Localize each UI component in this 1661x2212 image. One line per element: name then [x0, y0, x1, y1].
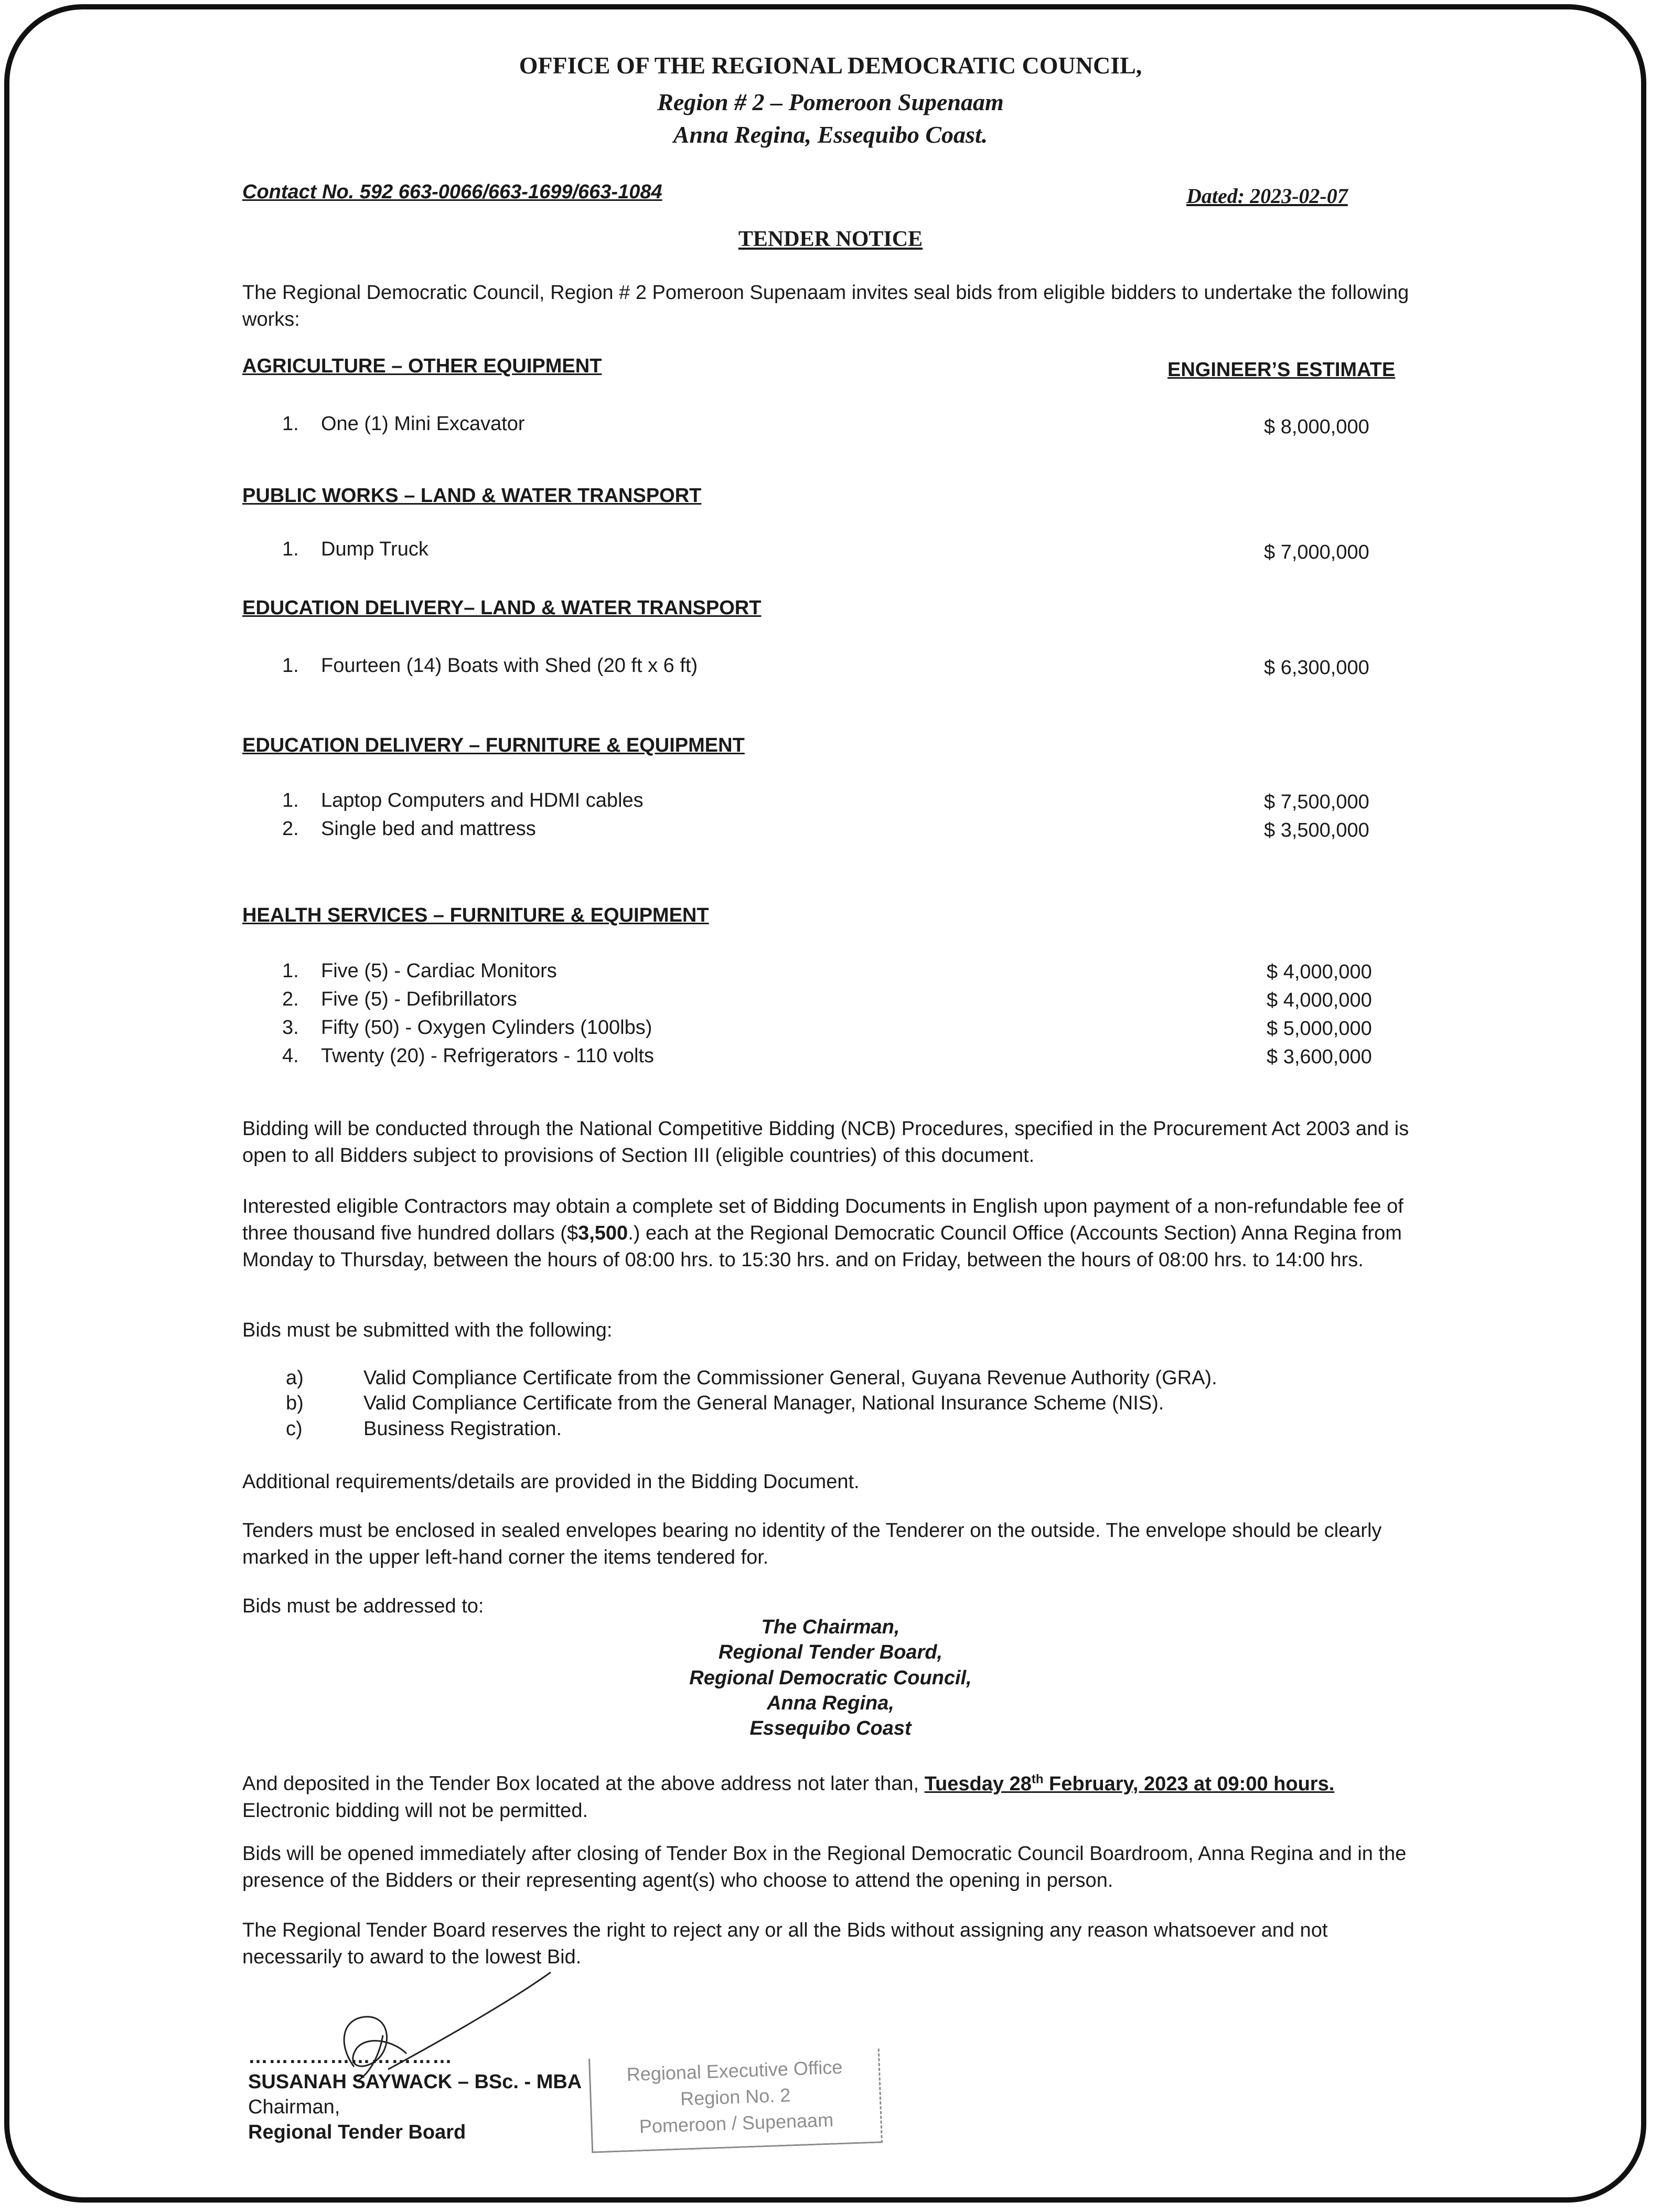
deposit-text-after: Electronic bidding will not be permitted.	[242, 1799, 588, 1822]
deposit-paragraph	[242, 1766, 1417, 1824]
signatory-role: Chairman,	[248, 2096, 340, 2118]
reserve-paragraph: The Regional Tender Board reserves the right to reject any or all the Bids without assigning any reason whatsoever and not necessarily to award to the lowest Bid.	[242, 1919, 1328, 1968]
section-title: AGRICULTURE – OTHER EQUIPMENT	[242, 355, 602, 377]
section-title: PUBLIC WORKS – LAND & WATER TRANSPORT	[242, 485, 702, 507]
stamp-line: Region No. 2	[680, 2084, 791, 2110]
signatory-board: Regional Tender Board	[248, 2121, 466, 2143]
requirement-text: Business Registration.	[363, 1418, 562, 1440]
deadline	[925, 1773, 1335, 1795]
item-name: Single bed and mattress	[321, 818, 536, 840]
deadline-rest: February, 2023 at 09:00 hours.	[1043, 1772, 1335, 1795]
item-number: 2.	[282, 988, 299, 1010]
stamp-line: Regional Executive Office	[626, 2056, 843, 2086]
item-name: Five (5) - Cardiac Monitors	[321, 960, 557, 982]
additional-paragraph: Additional requirements/details are provided in the Bidding Document.	[242, 1471, 860, 1493]
item-name: Laptop Computers and HDMI cables	[321, 789, 644, 811]
requirement-label: b)	[286, 1392, 304, 1414]
address-line: Regional Tender Board,	[718, 1641, 943, 1663]
region-title: Region # 2 – Pomeroon Supenaam	[657, 89, 1004, 115]
item-number: 4.	[282, 1045, 299, 1067]
item-name: Fifty (50) - Oxygen Cylinders (100lbs)	[321, 1017, 652, 1039]
requirement-label: a)	[286, 1367, 304, 1389]
requirement-text: Valid Compliance Certificate from the Commissioner General, Guyana Revenue Authority (GRA).	[363, 1367, 1217, 1389]
item-estimate: $ 4,000,000	[1267, 961, 1372, 983]
deposit-text-before: And deposited in the Tender Box located at the above address not later than,	[242, 1772, 925, 1795]
item-number: 1.	[282, 960, 299, 982]
section-title: HEALTH SERVICES – FURNITURE & EQUIPMENT	[242, 904, 709, 926]
item-estimate: $ 5,000,000	[1267, 1018, 1372, 1040]
item-number: 1.	[282, 413, 299, 435]
item-estimate: $ 3,500,000	[1264, 819, 1369, 841]
item-estimate: $ 4,000,000	[1267, 989, 1372, 1011]
address-line: The Chairman,	[761, 1616, 900, 1638]
intro-paragraph: The Regional Democratic Council, Region # 2 Pomeroon Supenaam invites seal bids from eligible bidders to undertake the following works:	[242, 282, 1409, 330]
item-estimate: $ 8,000,000	[1264, 416, 1369, 438]
office-stamp	[588, 2048, 883, 2153]
envelope-paragraph: Tenders must be enclosed in sealed envelopes bearing no identity of the Tenderer on the outside. The envelope should be clearly marked in the upper left-hand corner the items tendered for.	[242, 1520, 1382, 1568]
requirement-label: c)	[286, 1418, 303, 1440]
stamp-line: Pomeroon / Supenaam	[639, 2109, 834, 2138]
engineers-estimate-heading: ENGINEER’S ESTIMATE	[1167, 359, 1396, 381]
bidding-paragraph: Bidding will be conducted through the National Competitive Bidding (NCB) Procedures, specified in the Procurement Act 2003 and is open to all Bidders subject to provisions of Section III (eligible countries) of this document.	[242, 1118, 1409, 1167]
fee-amount: 3,500	[578, 1222, 628, 1244]
office-title: OFFICE OF THE REGIONAL DEMOCRATIC COUNCIL,	[519, 52, 1142, 79]
date-line: Dated: 2023-02-07	[1186, 184, 1348, 208]
requirement-text: Valid Compliance Certificate from the General Manager, National Insurance Scheme (NIS).	[363, 1392, 1164, 1414]
address-line: Regional Democratic Council,	[689, 1667, 972, 1689]
deadline-suffix: th	[1031, 1772, 1044, 1786]
documents-text-after: .) each at the Regional Democratic Council Office (Accounts Section) Anna Regina from Monday to Thursday, between the hours of 08:00 hrs. to 15:30 hrs. and on Friday, between the hours of 08:00 hrs. to 14:00 hrs.	[242, 1222, 1402, 1271]
signature-line: …………………………	[248, 2046, 453, 2068]
item-number: 2.	[282, 818, 299, 840]
section-title: EDUCATION DELIVERY– LAND & WATER TRANSPORT	[242, 597, 762, 619]
signatory-name: SUSANAH SAYWACK – BSc. - MBA	[248, 2071, 582, 2093]
opening-paragraph: Bids will be opened immediately after closing of Tender Box in the Regional Democratic Council Boardroom, Anna Regina and in the presence of the Bidders or their representing agent(s) who choose to attend the opening in person.	[242, 1843, 1407, 1892]
section-title: EDUCATION DELIVERY – FURNITURE & EQUIPMENT	[242, 734, 745, 756]
item-name: Dump Truck	[321, 538, 428, 560]
item-estimate: $ 7,000,000	[1264, 541, 1369, 563]
item-name: One (1) Mini Excavator	[321, 413, 525, 435]
submit-intro: Bids must be submitted with the following:	[242, 1319, 613, 1341]
location-title: Anna Regina, Essequibo Coast.	[673, 121, 988, 148]
item-name: Fourteen (14) Boats with Shed (20 ft x 6 ft)	[321, 655, 698, 677]
item-number: 3.	[282, 1017, 299, 1039]
documents-paragraph	[242, 1193, 1417, 1274]
item-estimate: $ 7,500,000	[1264, 791, 1369, 813]
item-number: 1.	[282, 655, 299, 677]
contact-number: Contact No. 592 663-0066/663-1699/663-1084	[242, 181, 662, 203]
item-number: 1.	[282, 789, 299, 811]
item-number: 1.	[282, 538, 299, 560]
item-name: Five (5) - Defibrillators	[321, 988, 517, 1010]
documents-text-before: Interested eligible Contractors may obtain a complete set of Bidding Documents in English upon payment of a non-refundable fee of three thousand five hundred dollars ($	[242, 1195, 1403, 1244]
item-estimate: $ 6,300,000	[1264, 657, 1369, 679]
address-line: Anna Regina,	[767, 1692, 894, 1714]
address-intro: Bids must be addressed to:	[242, 1595, 484, 1617]
item-estimate: $ 3,600,000	[1267, 1046, 1372, 1068]
deadline-day: Tuesday 28	[924, 1772, 1032, 1795]
address-line: Essequibo Coast	[749, 1717, 912, 1739]
tender-notice-title: TENDER NOTICE	[738, 227, 923, 251]
item-name: Twenty (20) - Refrigerators - 110 volts	[321, 1045, 654, 1067]
